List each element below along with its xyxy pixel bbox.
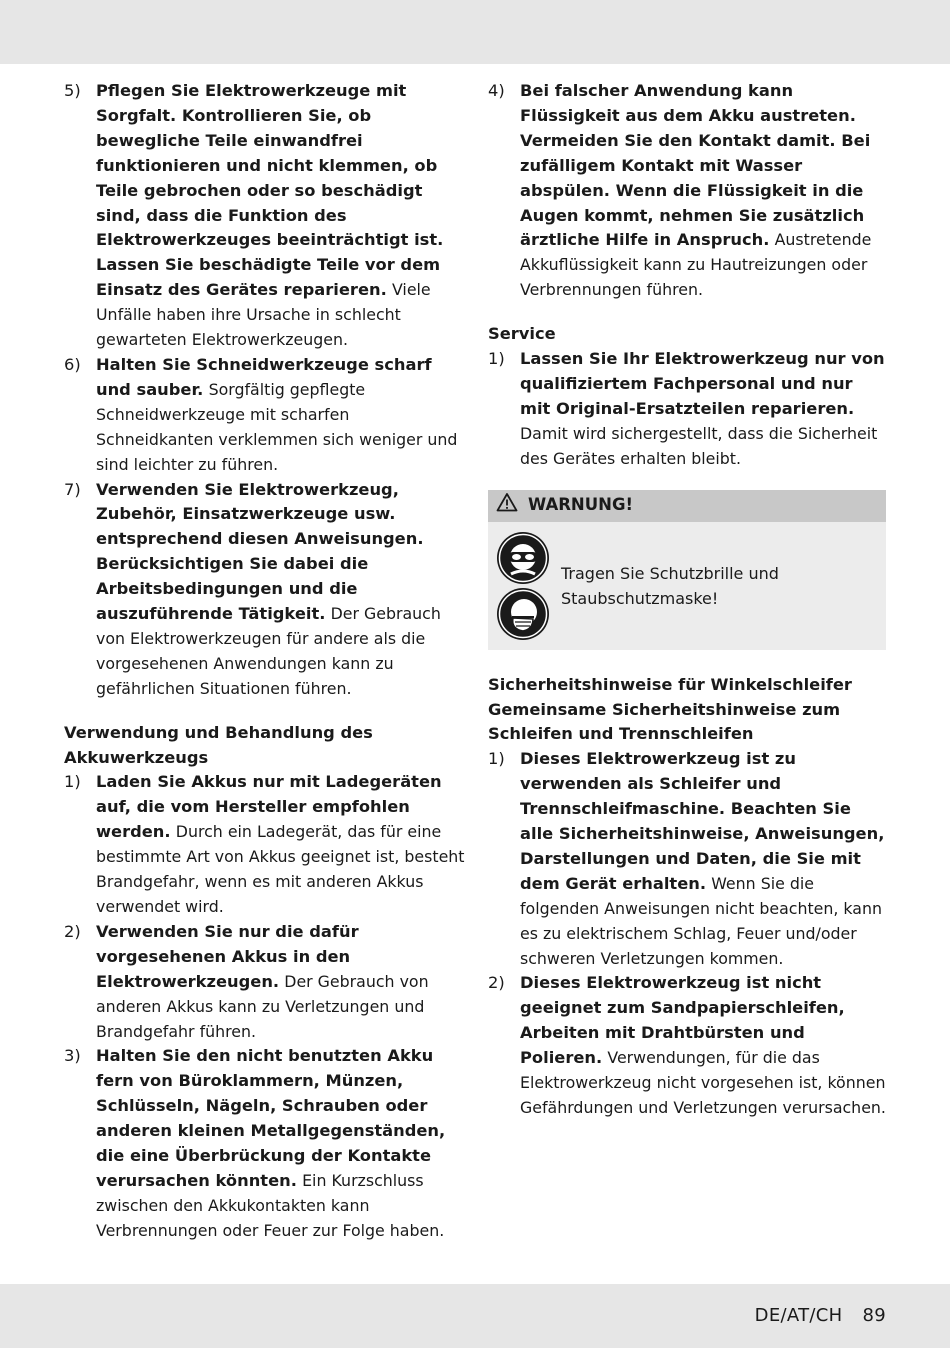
top-band bbox=[0, 0, 950, 64]
item-text: Sorgfältig gepflegte Schneidwerkzeuge mit scharfen Schneidkanten verklemmen sich weniger und sind leichter zu führen. bbox=[96, 379, 458, 474]
item-text: Damit wird sichergestellt, dass die Sicherheit des Gerätes erhalten bleibt. bbox=[520, 423, 878, 468]
item-number: 6) bbox=[64, 354, 81, 374]
warning-box bbox=[488, 490, 886, 650]
item-number: 1) bbox=[488, 349, 505, 369]
safety-goggles-icon bbox=[497, 532, 549, 584]
footer-region: DE/AT/CH bbox=[754, 1305, 843, 1326]
list-item bbox=[64, 770, 469, 919]
dust-mask-icon bbox=[497, 588, 549, 640]
item-bold-text: Laden Sie Akkus nur mit Ladegeräten auf, die vom Hersteller empfohlen werden. bbox=[96, 772, 442, 842]
item-text: Der Gebrauch von Elektrowerkzeugen für andere als die vorgesehenen Anwendungen kann zu gefährlichen Situationen führen. bbox=[96, 604, 441, 698]
item-text: Der Gebrauch von anderen Akkus kann zu Verletzungen und Brandgefahr führen. bbox=[96, 971, 429, 1041]
list-item bbox=[64, 79, 469, 353]
item-number: 1) bbox=[488, 749, 505, 769]
item-number: 2) bbox=[64, 921, 81, 941]
list-item bbox=[488, 971, 888, 1120]
item-number: 4) bbox=[488, 81, 505, 100]
list-item bbox=[64, 353, 469, 478]
item-number: 3) bbox=[64, 1046, 81, 1066]
item-text: Ein Kurzschluss zwischen den Akkukontakten kann Verbrennungen oder Feuer zur Folge haben. bbox=[96, 1170, 445, 1240]
item-number: 5) bbox=[64, 81, 81, 100]
item-number: 1) bbox=[64, 772, 81, 792]
section-subheading: Gemeinsame Sicherheitshinweise zum Schleifen und Trennschleifen bbox=[488, 699, 841, 744]
warning-text: Tragen Sie Schutzbrille und Staubschutzmaske! bbox=[561, 563, 779, 608]
warning-title: WARNUNG! bbox=[528, 495, 634, 515]
list-item bbox=[488, 347, 888, 472]
list-item bbox=[64, 478, 469, 702]
item-bold-text: Dieses Elektrowerkzeug ist zu verwenden als Schleifer und Trennschleifmaschine. Beachten Sie alle Sicherheitshinweise, Anweisungen, Darstellungen und Daten, die Sie mit dem Gerät erhalten. bbox=[520, 749, 885, 893]
item-bold-text: Lassen Sie Ihr Elektrowerkzeug nur von qualifiziertem Fachpersonal und nur mit Original-Ersatzteilen reparieren. bbox=[520, 349, 885, 418]
item-text: Viele Unfälle haben ihre Ursache in schlecht gewarteten Elektrowerkzeugen. bbox=[96, 280, 431, 350]
item-number: 7) bbox=[64, 479, 81, 499]
item-bold-text: Dieses Elektrowerkzeug ist nicht geeignet zum Sandpapierschleifen, Arbeiten mit Drahtbürsten und Polieren. bbox=[520, 973, 845, 1068]
list-item bbox=[488, 79, 888, 303]
item-bold-text: Halten Sie Schneidwerkzeuge scharf und sauber. bbox=[96, 354, 432, 399]
item-bold-text: Pflegen Sie Elektrowerkzeuge mit Sorgfalt. Kontrollieren Sie, ob bewegliche Teile einwandfrei funktionieren und nicht klemmen, ob Teile gebrochen oder so beschädigt sind, dass die Funktion des Elektrowerkzeuges beeinträchtigt ist. Lassen Sie beschädigte Teile vor dem Einsatz des Gerätes reparieren. bbox=[96, 81, 444, 300]
section-heading: Sicherheitshinweise für Winkelschleifer bbox=[488, 674, 852, 694]
item-text: Austretende Akkuflüssigkeit kann zu Hautreizungen oder Verbrennungen führen. bbox=[520, 230, 872, 300]
item-bold-text: Verwenden Sie Elektrowerkzeug, Zubehör, Einsatzwerkzeuge usw. entsprechend diesen Anweisungen. Berücksichtigen Sie dabei die Arbeitsbedingungen und die auszuführende Tätigkeit. bbox=[96, 479, 424, 624]
list-item bbox=[488, 747, 888, 971]
section-heading: Verwendung und Behandlung des Akkuwerkzeugs bbox=[64, 722, 373, 767]
warning-header bbox=[488, 490, 886, 522]
item-bold-text: Halten Sie den nicht benutzten Akku fern von Büroklammern, Münzen, Schlüsseln, Nägeln, Schrauben oder anderen kleinen Metallgegenständen, die eine Überbrückung der Kontakte verursachen könnten. bbox=[96, 1046, 446, 1190]
item-text: Wenn Sie die folgenden Anweisungen nicht beachten, kann es zu elektrischem Schlag, Feuer und/oder schweren Verletzungen kommen. bbox=[520, 873, 883, 968]
right-column bbox=[488, 79, 888, 1121]
item-bold-text: Bei falscher Anwendung kann Flüssigkeit aus dem Akku austreten. Vermeiden Sie den Kontakt damit. Bei zufälligem Kontakt mit Wasser abspülen. Wenn die Flüssigkeit in die Augen kommt, nehmen Sie zusätzlich ärztliche Hilfe in Anspruch. bbox=[520, 81, 871, 250]
page-footer bbox=[755, 1304, 886, 1328]
list-item bbox=[64, 920, 469, 1045]
item-text: Durch ein Ladegerät, das für eine bestimmte Art von Akkus geeignet ist, besteht Brandgefahr, wenn es mit anderen Akkus verwendet wird. bbox=[96, 822, 465, 916]
warning-triangle-icon bbox=[496, 492, 528, 520]
warning-body bbox=[488, 522, 886, 650]
item-text: Verwendungen, für die das Elektrowerkzeug nicht vorgesehen ist, können Gefährdungen und Verletzungen verursachen. bbox=[520, 1048, 886, 1117]
list-item bbox=[64, 1044, 469, 1243]
page-number: 89 bbox=[862, 1305, 886, 1326]
item-number: 2) bbox=[488, 973, 505, 993]
left-column bbox=[64, 79, 469, 1244]
service-heading: Service bbox=[488, 324, 556, 344]
item-bold-text: Verwenden Sie nur die dafür vorgesehenen Akkus in den Elektrowerkzeugen. bbox=[96, 921, 359, 991]
